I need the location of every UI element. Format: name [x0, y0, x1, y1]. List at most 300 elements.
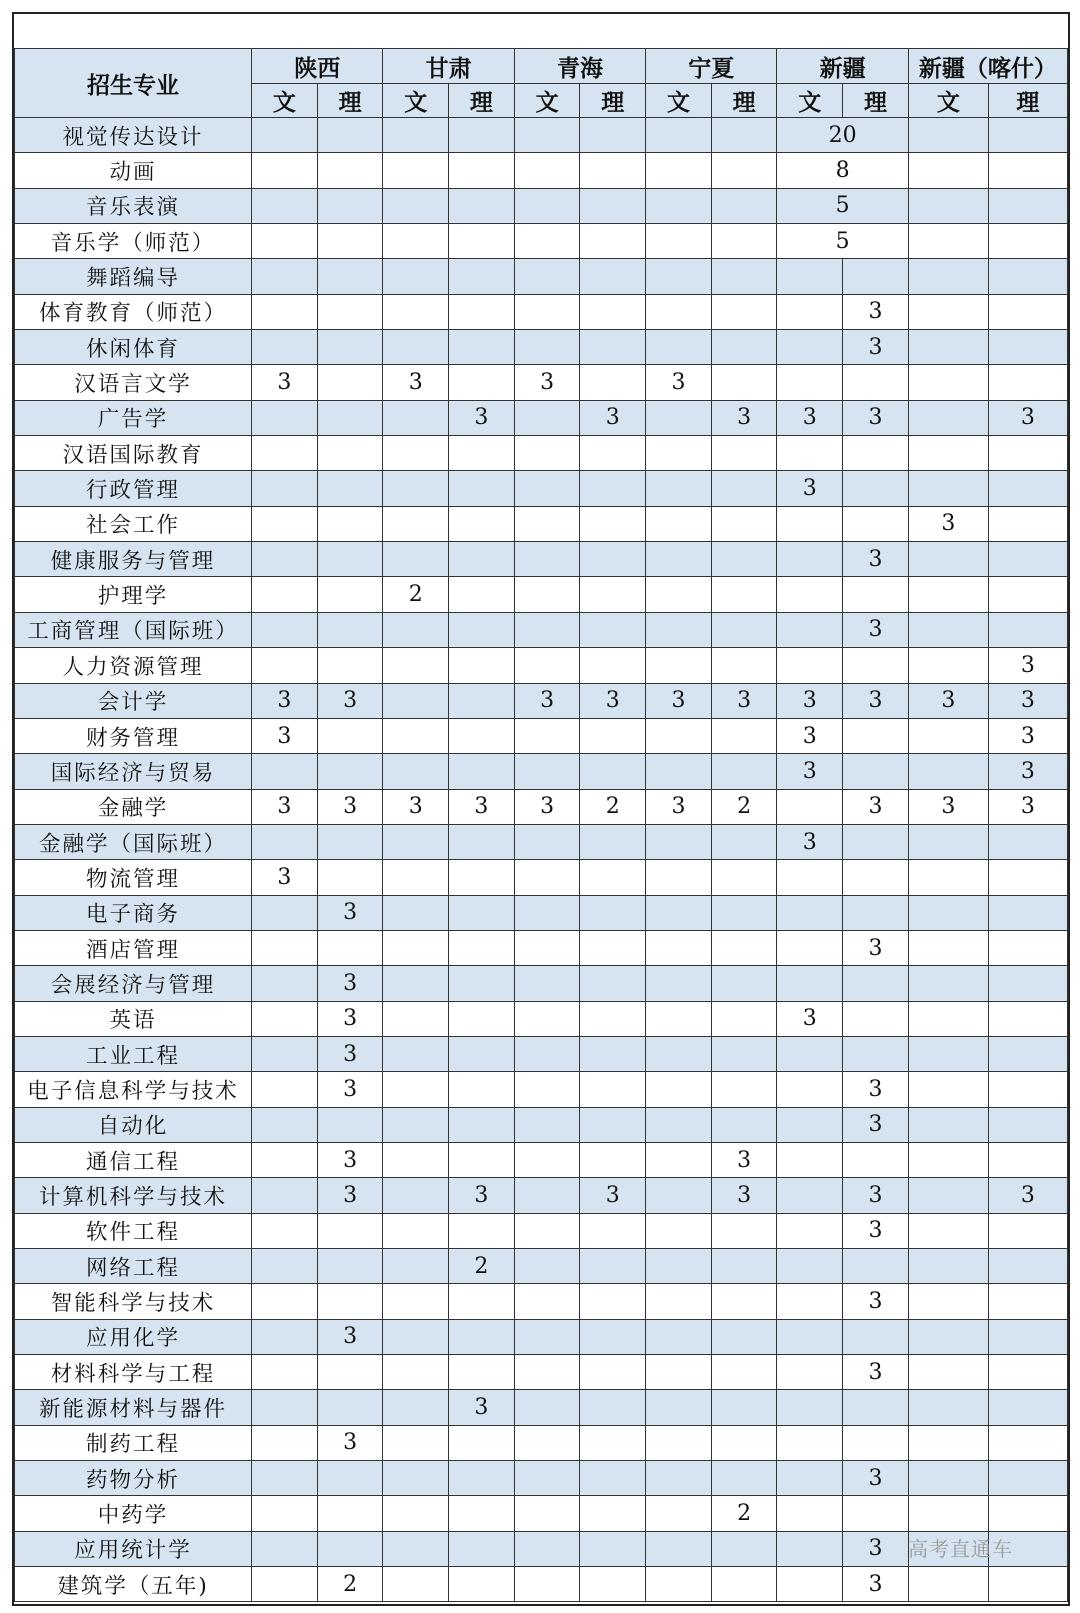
- major-name-cell: 应用统计学: [15, 1531, 252, 1566]
- table-row: [15, 648, 1068, 683]
- major-name-cell: 会计学: [15, 683, 252, 718]
- quota-cell: [646, 542, 712, 577]
- quota-cell: [449, 577, 515, 612]
- quota-cell: [908, 1178, 988, 1213]
- table-row: [15, 542, 1068, 577]
- quota-cell: [514, 1001, 580, 1036]
- quota-cell: [908, 824, 988, 859]
- quota-cell-merged: 20: [777, 118, 908, 153]
- quota-cell: 3: [711, 1178, 777, 1213]
- quota-cell: [252, 294, 318, 329]
- major-name-cell: 汉语言文学: [15, 365, 252, 400]
- quota-cell: [317, 188, 383, 223]
- quota-cell: [843, 365, 909, 400]
- quota-cell: 3: [646, 365, 712, 400]
- quota-cell: [383, 153, 449, 188]
- quota-cell: 3: [777, 1001, 843, 1036]
- quota-cell: [252, 1355, 318, 1390]
- watermark: 高考直通车: [908, 1537, 1013, 1561]
- table-row: [15, 824, 1068, 859]
- quota-cell: [580, 118, 646, 153]
- quota-cell: [252, 1425, 318, 1460]
- major-name-cell: 电子信息科学与技术: [15, 1072, 252, 1107]
- quota-cell: [646, 612, 712, 647]
- quota-cell: [317, 718, 383, 753]
- major-name-cell: 通信工程: [15, 1142, 252, 1177]
- subject-header-li: 理: [449, 84, 515, 118]
- quota-cell: 3: [843, 1072, 909, 1107]
- major-name-cell: 视觉传达设计: [15, 118, 252, 153]
- quota-cell: [988, 930, 1067, 965]
- quota-cell: 3: [988, 683, 1067, 718]
- table-header: [15, 49, 1068, 118]
- quota-cell: [908, 1567, 988, 1602]
- quota-cell: [514, 259, 580, 294]
- quota-cell: [908, 1390, 988, 1425]
- quota-cell: [383, 1531, 449, 1566]
- quota-cell: [646, 436, 712, 471]
- quota-cell: [646, 648, 712, 683]
- quota-cell: [252, 895, 318, 930]
- subject-header-wen: 文: [646, 84, 712, 118]
- quota-cell: [383, 259, 449, 294]
- quota-cell: [711, 648, 777, 683]
- quota-cell: [449, 824, 515, 859]
- subject-header-wen: 文: [777, 84, 843, 118]
- quota-cell: 3: [449, 1390, 515, 1425]
- quota-cell: 3: [843, 542, 909, 577]
- quota-cell: [317, 365, 383, 400]
- quota-cell: [383, 294, 449, 329]
- quota-cell: [383, 1178, 449, 1213]
- quota-cell: [711, 1249, 777, 1284]
- quota-cell: 3: [843, 1107, 909, 1142]
- quota-cell: 3: [711, 683, 777, 718]
- quota-cell: [317, 153, 383, 188]
- quota-cell: [514, 1319, 580, 1354]
- quota-cell: [252, 1178, 318, 1213]
- quota-cell: [777, 330, 843, 365]
- quota-cell: [514, 1390, 580, 1425]
- quota-cell: [646, 224, 712, 259]
- quota-cell: [908, 294, 988, 329]
- quota-cell: [449, 1107, 515, 1142]
- quota-cell: [908, 577, 988, 612]
- quota-cell: [252, 188, 318, 223]
- quota-cell: [514, 542, 580, 577]
- quota-cell: [711, 895, 777, 930]
- table-row: [15, 930, 1068, 965]
- subject-header-li: 理: [580, 84, 646, 118]
- quota-cell: [580, 718, 646, 753]
- major-name-cell: 建筑学（五年): [15, 1567, 252, 1602]
- quota-cell: [777, 1142, 843, 1177]
- quota-cell: [908, 966, 988, 1001]
- quota-cell: [514, 1355, 580, 1390]
- table-row: [15, 789, 1068, 824]
- quota-cell: [646, 1390, 712, 1425]
- quota-cell: [580, 577, 646, 612]
- quota-cell: [843, 1425, 909, 1460]
- quota-cell: [252, 471, 318, 506]
- quota-cell: 3: [514, 789, 580, 824]
- quota-cell: 2: [383, 577, 449, 612]
- quota-cell: [317, 1531, 383, 1566]
- quota-cell: [646, 930, 712, 965]
- quota-cell: [988, 1284, 1067, 1319]
- quota-cell: [777, 506, 843, 541]
- table-row: [15, 1178, 1068, 1213]
- table-row: [15, 188, 1068, 223]
- quota-cell: [843, 1249, 909, 1284]
- quota-cell: [711, 1390, 777, 1425]
- quota-cell: [449, 1001, 515, 1036]
- quota-cell: 3: [843, 294, 909, 329]
- quota-cell: [711, 577, 777, 612]
- quota-cell: 3: [252, 365, 318, 400]
- quota-cell: [711, 1213, 777, 1248]
- quota-cell: [317, 1107, 383, 1142]
- quota-cell: [646, 718, 712, 753]
- major-name-cell: 动画: [15, 153, 252, 188]
- quota-cell: 3: [317, 895, 383, 930]
- quota-cell: [252, 1213, 318, 1248]
- quota-cell: [908, 330, 988, 365]
- quota-cell-merged: 5: [777, 224, 908, 259]
- quota-cell: 3: [646, 789, 712, 824]
- quota-cell: [514, 1072, 580, 1107]
- quota-cell: [988, 1142, 1067, 1177]
- quota-cell: [843, 1390, 909, 1425]
- quota-cell: [777, 966, 843, 1001]
- major-name-cell: 社会工作: [15, 506, 252, 541]
- quota-cell: 2: [449, 1249, 515, 1284]
- quota-cell: [252, 1531, 318, 1566]
- quota-cell: [580, 542, 646, 577]
- major-name-cell: 健康服务与管理: [15, 542, 252, 577]
- quota-cell: [449, 1567, 515, 1602]
- major-name-cell: 制药工程: [15, 1425, 252, 1460]
- quota-cell: [646, 1036, 712, 1071]
- quota-cell: [646, 330, 712, 365]
- province-header: 宁夏: [646, 49, 777, 84]
- quota-cell: [383, 1001, 449, 1036]
- table-row: [15, 224, 1068, 259]
- province-header: 甘肃: [383, 49, 514, 84]
- quota-cell: [514, 224, 580, 259]
- quota-cell: [580, 1284, 646, 1319]
- subject-header-wen: 文: [908, 84, 988, 118]
- quota-cell: 3: [252, 683, 318, 718]
- quota-cell: [383, 224, 449, 259]
- quota-cell: [646, 471, 712, 506]
- quota-cell: [580, 1107, 646, 1142]
- table-row: [15, 895, 1068, 930]
- quota-cell: [777, 577, 843, 612]
- quota-cell: [514, 648, 580, 683]
- quota-cell: [843, 1142, 909, 1177]
- quota-cell: [383, 1142, 449, 1177]
- quota-cell: 3: [908, 789, 988, 824]
- quota-cell: [580, 1213, 646, 1248]
- subject-header-li: 理: [988, 84, 1067, 118]
- table-row: [15, 1284, 1068, 1319]
- quota-cell: [711, 1319, 777, 1354]
- quota-cell: 3: [843, 1213, 909, 1248]
- quota-cell: [514, 1213, 580, 1248]
- table-row: [15, 966, 1068, 1001]
- quota-cell: [252, 506, 318, 541]
- quota-cell: [252, 824, 318, 859]
- quota-cell: [988, 153, 1067, 188]
- quota-cell: [711, 365, 777, 400]
- quota-cell: [777, 1249, 843, 1284]
- quota-cell: [646, 1461, 712, 1496]
- quota-cell: [317, 824, 383, 859]
- quota-cell: [252, 1496, 318, 1531]
- table-row: [15, 1107, 1068, 1142]
- table-row: [15, 330, 1068, 365]
- table-row: [15, 1213, 1068, 1248]
- province-header: 青海: [514, 49, 645, 84]
- quota-cell: [646, 577, 712, 612]
- quota-cell: 3: [843, 1567, 909, 1602]
- quota-cell: [580, 1142, 646, 1177]
- quota-cell: 3: [317, 683, 383, 718]
- major-name-cell: 汉语国际教育: [15, 436, 252, 471]
- quota-cell: [646, 153, 712, 188]
- quota-cell: 3: [580, 400, 646, 435]
- major-name-cell: 工商管理（国际班）: [15, 612, 252, 647]
- quota-cell: [988, 1249, 1067, 1284]
- major-name-cell: 舞蹈编导: [15, 259, 252, 294]
- quota-cell: [383, 400, 449, 435]
- quota-cell: [908, 1425, 988, 1460]
- quota-cell: 3: [514, 365, 580, 400]
- table-body: [15, 118, 1068, 1602]
- quota-cell: 3: [843, 1284, 909, 1319]
- quota-cell: [646, 506, 712, 541]
- quota-cell: 3: [711, 400, 777, 435]
- subject-header-li: 理: [317, 84, 383, 118]
- subject-header-wen: 文: [252, 84, 318, 118]
- subject-header-li: 理: [843, 84, 909, 118]
- table-row: [15, 860, 1068, 895]
- quota-cell: 3: [843, 683, 909, 718]
- quota-cell: [383, 718, 449, 753]
- quota-cell: [317, 754, 383, 789]
- quota-cell: [711, 259, 777, 294]
- quota-cell: [646, 1496, 712, 1531]
- quota-cell: [383, 188, 449, 223]
- quota-cell: [383, 1567, 449, 1602]
- quota-cell: [988, 330, 1067, 365]
- quota-cell-merged: 5: [777, 188, 908, 223]
- quota-cell: [317, 471, 383, 506]
- quota-cell: [988, 118, 1067, 153]
- quota-cell: [383, 930, 449, 965]
- quota-cell: [317, 1355, 383, 1390]
- quota-cell: 3: [843, 1461, 909, 1496]
- quota-cell: [252, 1036, 318, 1071]
- quota-cell: [843, 966, 909, 1001]
- quota-cell: [711, 1425, 777, 1460]
- quota-cell: [988, 612, 1067, 647]
- quota-cell: 3: [646, 683, 712, 718]
- quota-cell: [514, 754, 580, 789]
- quota-cell: 3: [383, 789, 449, 824]
- major-name-cell: 电子商务: [15, 895, 252, 930]
- quota-cell: [449, 1036, 515, 1071]
- quota-cell: 2: [711, 1496, 777, 1531]
- quota-cell: 3: [317, 1425, 383, 1460]
- quota-cell: [711, 1001, 777, 1036]
- quota-cell: [711, 506, 777, 541]
- quota-cell: [252, 1142, 318, 1177]
- quota-cell: [843, 824, 909, 859]
- quota-cell: [646, 1142, 712, 1177]
- quota-cell: [777, 895, 843, 930]
- quota-cell: [646, 1531, 712, 1566]
- quota-cell: [514, 188, 580, 223]
- quota-cell: [514, 1107, 580, 1142]
- quota-cell: [777, 542, 843, 577]
- major-name-cell: 工业工程: [15, 1036, 252, 1071]
- quota-cell: [580, 294, 646, 329]
- quota-cell: [252, 1319, 318, 1354]
- quota-cell: [777, 1284, 843, 1319]
- quota-cell: [988, 860, 1067, 895]
- quota-cell: [843, 1496, 909, 1531]
- quota-cell: [843, 1036, 909, 1071]
- quota-cell: [449, 1461, 515, 1496]
- quota-cell: 2: [580, 789, 646, 824]
- quota-cell: [908, 400, 988, 435]
- table-row: [15, 294, 1068, 329]
- quota-cell: [383, 1461, 449, 1496]
- quota-cell: [252, 966, 318, 1001]
- quota-cell: [449, 1496, 515, 1531]
- quota-cell: [646, 1249, 712, 1284]
- quota-cell: [514, 718, 580, 753]
- quota-cell: [317, 648, 383, 683]
- quota-cell: 3: [843, 789, 909, 824]
- subject-header-wen: 文: [514, 84, 580, 118]
- quota-cell: [646, 1319, 712, 1354]
- quota-cell: [711, 1355, 777, 1390]
- quota-cell: [711, 542, 777, 577]
- quota-cell: [252, 259, 318, 294]
- quota-cell: [383, 471, 449, 506]
- quota-cell: [777, 1213, 843, 1248]
- quota-cell: [908, 1249, 988, 1284]
- quota-cell: [908, 259, 988, 294]
- quota-cell: [383, 436, 449, 471]
- quota-cell: 3: [317, 1001, 383, 1036]
- quota-cell: [580, 1531, 646, 1566]
- quota-cell: [646, 259, 712, 294]
- quota-cell: [988, 1001, 1067, 1036]
- quota-cell: [449, 259, 515, 294]
- quota-cell: [646, 1107, 712, 1142]
- quota-cell: [449, 330, 515, 365]
- quota-cell: [514, 330, 580, 365]
- quota-cell: [908, 436, 988, 471]
- quota-cell: 3: [777, 471, 843, 506]
- quota-cell: [777, 1319, 843, 1354]
- quota-cell: [580, 1036, 646, 1071]
- quota-cell: [449, 188, 515, 223]
- quota-cell: [777, 294, 843, 329]
- quota-cell: [252, 1284, 318, 1319]
- quota-cell: [843, 754, 909, 789]
- quota-cell: [449, 612, 515, 647]
- quota-cell: [514, 895, 580, 930]
- quota-cell: [252, 930, 318, 965]
- major-name-cell: 会展经济与管理: [15, 966, 252, 1001]
- quota-cell: [580, 824, 646, 859]
- quota-cell: [908, 153, 988, 188]
- quota-cell: [646, 1425, 712, 1460]
- quota-cell: [711, 824, 777, 859]
- table-row: [15, 1072, 1068, 1107]
- quota-cell: [580, 259, 646, 294]
- quota-cell: [646, 188, 712, 223]
- quota-cell: [580, 506, 646, 541]
- quota-cell: [252, 612, 318, 647]
- quota-cell: [383, 754, 449, 789]
- quota-cell: 3: [383, 365, 449, 400]
- quota-cell: [580, 1461, 646, 1496]
- quota-cell: [908, 1213, 988, 1248]
- quota-cell: [449, 1213, 515, 1248]
- quota-cell: [449, 153, 515, 188]
- quota-cell: [514, 1284, 580, 1319]
- enrollment-table: [14, 48, 1068, 1602]
- quota-cell: [449, 754, 515, 789]
- quota-cell: [383, 1355, 449, 1390]
- quota-cell: [711, 1284, 777, 1319]
- quota-cell: [988, 895, 1067, 930]
- quota-cell: 3: [317, 1036, 383, 1071]
- quota-cell: [449, 1355, 515, 1390]
- quota-cell: [383, 118, 449, 153]
- quota-cell: [646, 1567, 712, 1602]
- quota-cell: [711, 754, 777, 789]
- quota-cell: [514, 294, 580, 329]
- quota-cell: [317, 330, 383, 365]
- quota-cell: 3: [843, 400, 909, 435]
- quota-cell: [580, 224, 646, 259]
- major-name-cell: 金融学: [15, 789, 252, 824]
- major-name-cell: 中药学: [15, 1496, 252, 1531]
- quota-cell: [449, 471, 515, 506]
- quota-cell: [514, 1178, 580, 1213]
- quota-cell: [514, 966, 580, 1001]
- quota-cell: [646, 966, 712, 1001]
- quota-cell: [317, 436, 383, 471]
- quota-cell: [580, 188, 646, 223]
- quota-cell: [514, 153, 580, 188]
- table-row: [15, 1001, 1068, 1036]
- quota-cell: 2: [317, 1567, 383, 1602]
- quota-cell: [988, 1213, 1067, 1248]
- quota-cell: 3: [449, 400, 515, 435]
- quota-cell: [317, 1496, 383, 1531]
- major-name-cell: 酒店管理: [15, 930, 252, 965]
- major-name-cell: 智能科学与技术: [15, 1284, 252, 1319]
- quota-cell: [908, 471, 988, 506]
